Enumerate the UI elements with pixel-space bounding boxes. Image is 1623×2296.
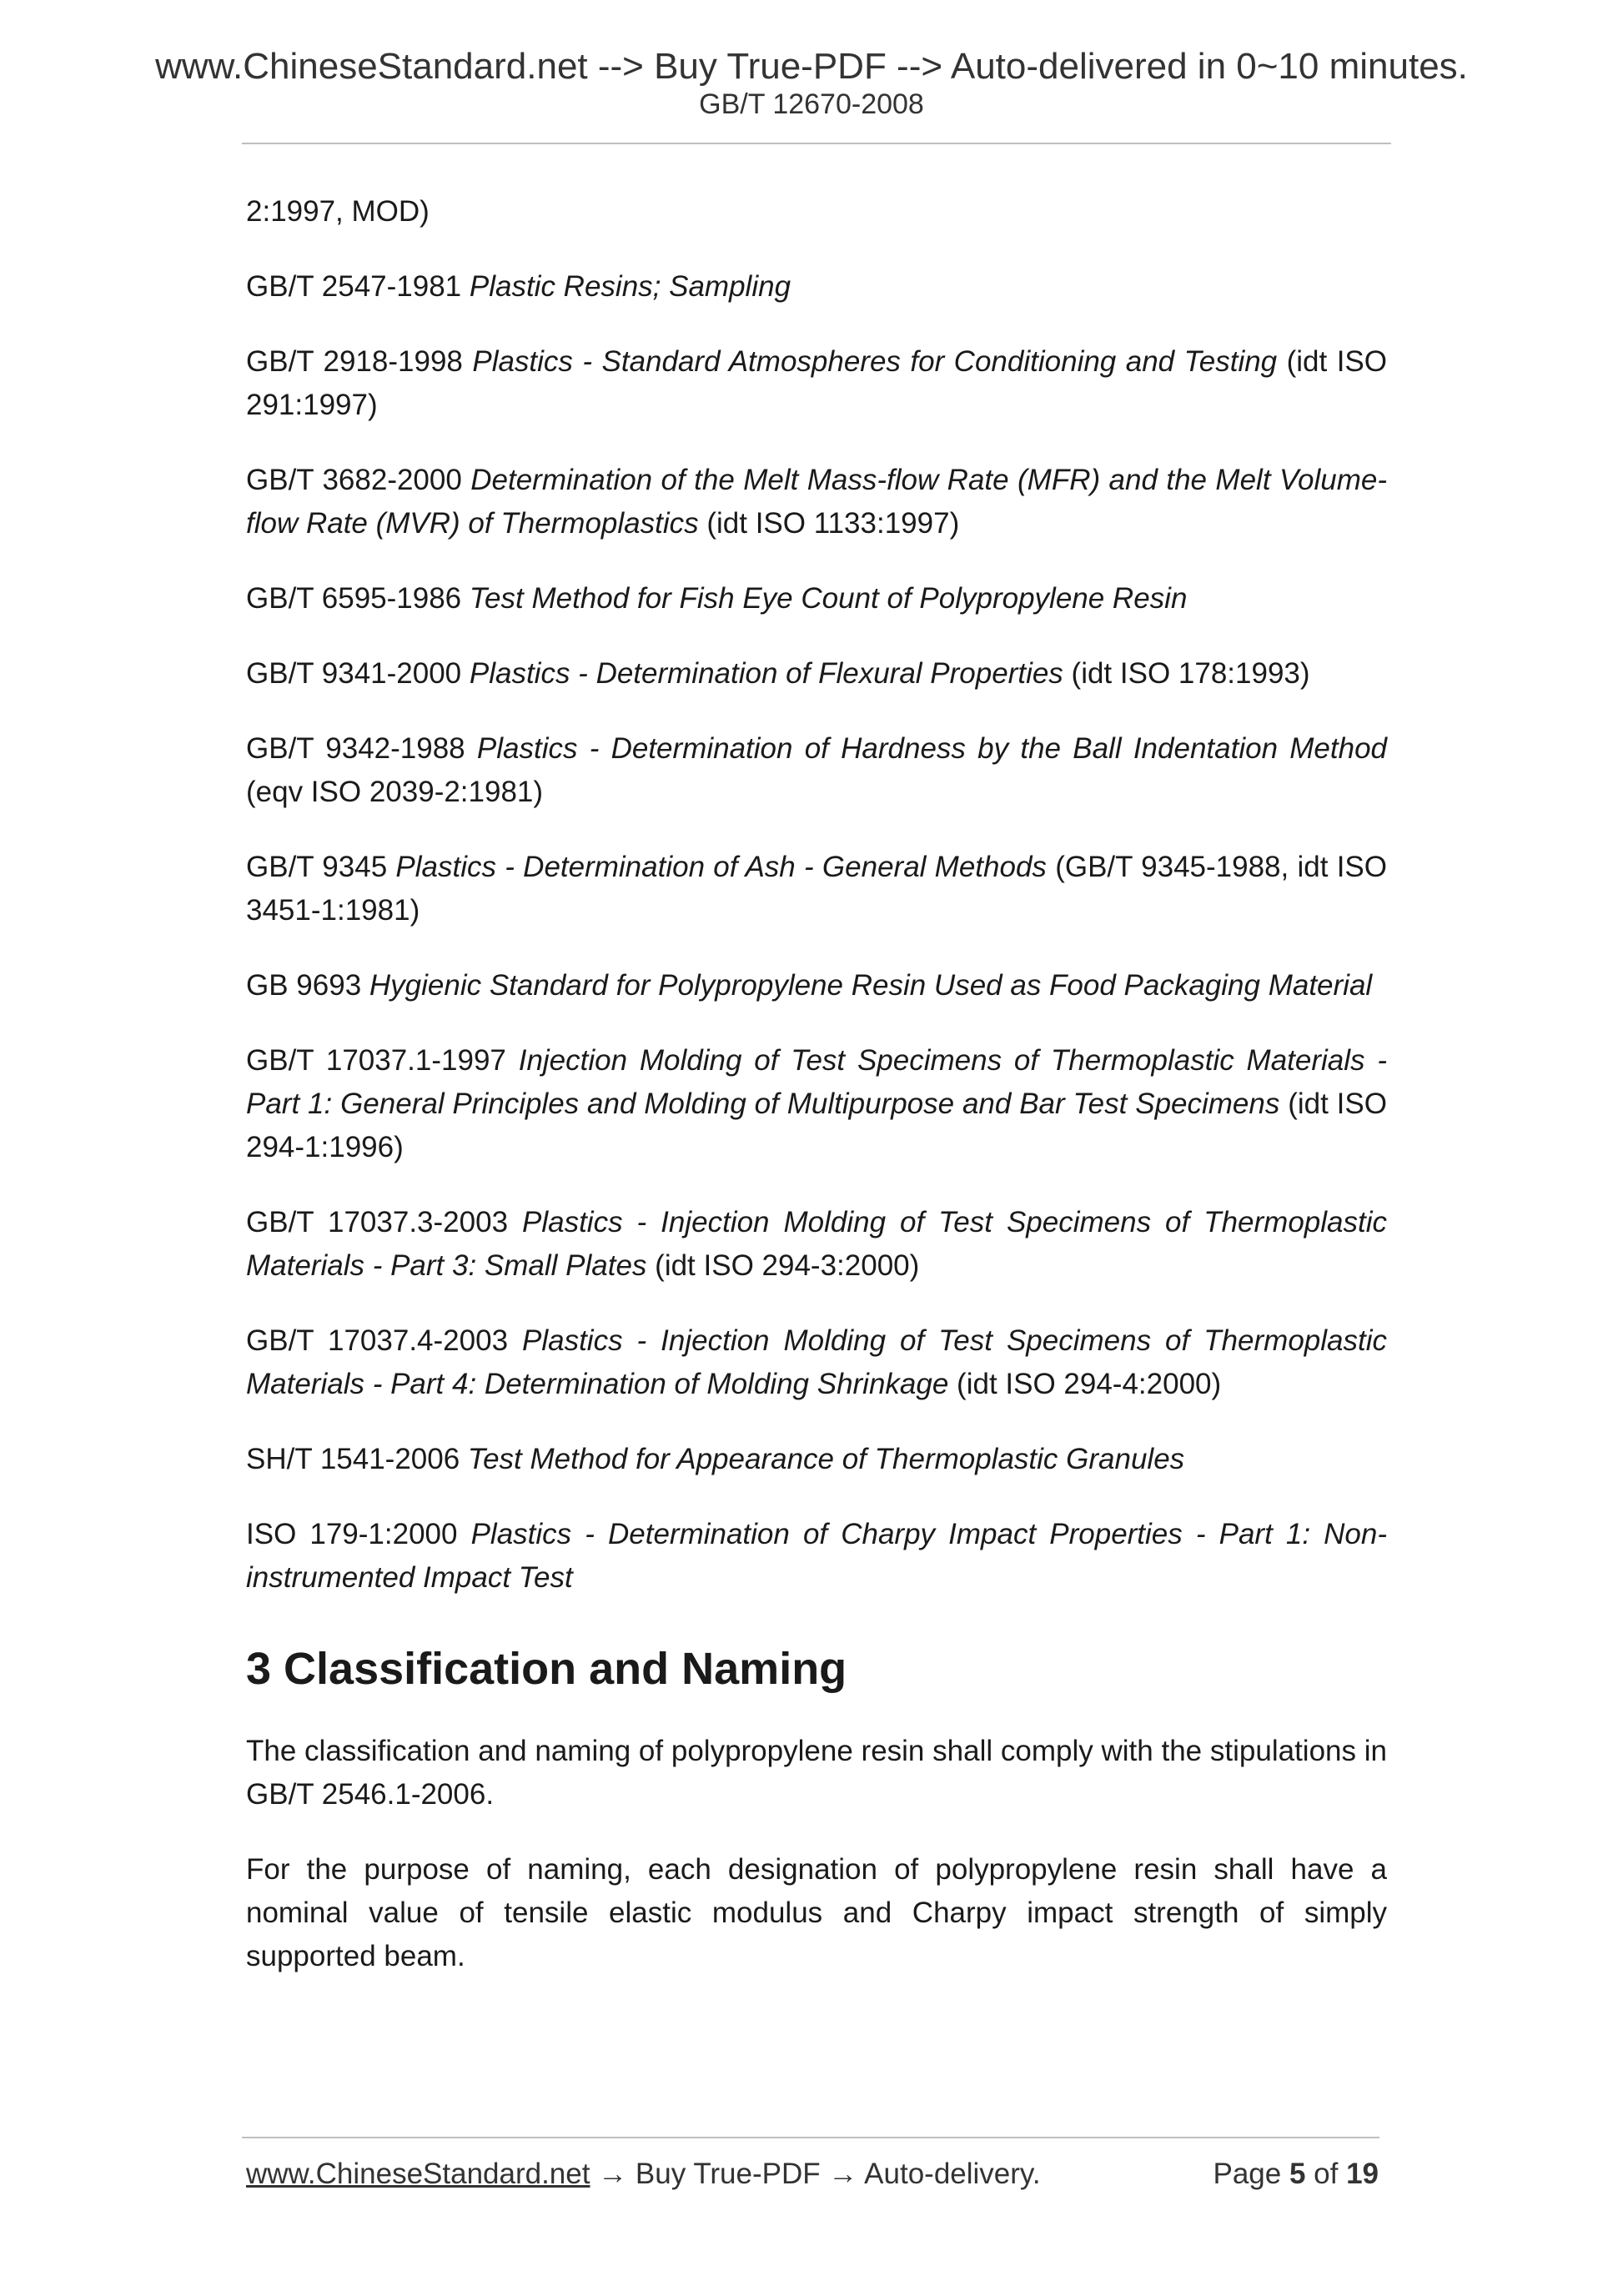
reference-note: (idt ISO 291:1997) xyxy=(246,345,1387,421)
reference-title: Hygienic Standard for Polypropylene Resin Used as Food Packaging Material xyxy=(369,969,1373,1002)
page-label: Page xyxy=(1213,2158,1289,2190)
reference-note: (idt ISO 1133:1997) xyxy=(698,507,960,540)
reference-title: Plastics - Standard Atmospheres for Conditioning and Testing xyxy=(472,345,1278,378)
reference-code: GB 9693 xyxy=(246,969,369,1002)
reference-item xyxy=(246,846,1387,932)
document-body xyxy=(246,190,1387,2010)
reference-code: ISO 179-1:2000 xyxy=(246,1518,471,1550)
reference-item xyxy=(246,652,1387,696)
reference-item xyxy=(246,340,1387,427)
reference-title: Plastics - Injection Molding of Test Specimens of Thermoplastic Materials - Part 3: Small Plates xyxy=(246,1206,1387,1282)
reference-title: Plastics - Determination of Charpy Impact Properties - Part 1: Non-instrumented Impact Test xyxy=(246,1518,1388,1594)
reference-code: GB/T 9342-1988 xyxy=(246,732,477,765)
reference-code: GB/T 3682-2000 xyxy=(246,464,471,496)
footer-divider xyxy=(242,2137,1379,2138)
reference-item xyxy=(246,190,1387,234)
reference-note: (idt ISO 294-4:2000) xyxy=(948,1368,1222,1400)
reference-item xyxy=(246,727,1387,814)
reference-code: GB/T 17037.1-1997 xyxy=(246,1044,519,1077)
header-divider xyxy=(242,143,1391,144)
reference-note: (idt ISO 178:1993) xyxy=(1063,657,1310,690)
reference-code: GB/T 17037.4-2003 xyxy=(246,1324,522,1357)
reference-item xyxy=(246,459,1387,545)
reference-code: GB/T 17037.3-2003 xyxy=(246,1206,522,1238)
reference-title: Test Method for Appearance of Thermoplastic Granules xyxy=(467,1443,1185,1475)
reference-code: GB/T 2547-1981 xyxy=(246,270,470,303)
reference-code: 2:1997, MOD) xyxy=(246,195,430,228)
reference-title: Plastics - Determination of Ash - General Methods xyxy=(395,851,1047,883)
section-heading: 3 Classification and Naming xyxy=(246,1644,847,1694)
reference-code: GB/T 2918-1998 xyxy=(246,345,473,378)
footer-site-link[interactable]: www.ChineseStandard.net xyxy=(246,2158,590,2190)
header-banner: www.ChineseStandard.net --> Buy True-PDF --> Auto-delivered in 0~10 minutes. xyxy=(155,46,1468,87)
reference-note: (idt ISO 294-1:1996) xyxy=(246,1088,1387,1163)
reference-title: Plastics - Determination of Hardness by the Ball Indentation Method xyxy=(476,732,1388,765)
reference-title: Plastics - Injection Molding of Test Specimens of Thermoplastic Materials - Part 4: Determination of Molding Shrinkage xyxy=(246,1324,1387,1400)
reference-item xyxy=(246,1319,1387,1406)
reference-item xyxy=(246,964,1387,1007)
page-indicator xyxy=(1213,2153,1379,2195)
footer-promo xyxy=(246,2153,1041,2195)
reference-list xyxy=(246,190,1387,1600)
reference-code: GB/T 9341-2000 xyxy=(246,657,470,690)
reference-code: SH/T 1541-2006 xyxy=(246,1443,468,1475)
reference-code: GB/T 6595-1986 xyxy=(246,582,470,615)
reference-item xyxy=(246,577,1387,620)
reference-item xyxy=(246,1513,1387,1600)
reference-title: Test Method for Fish Eye Count of Polypropylene Resin xyxy=(469,582,1188,615)
footer-tagline: → Buy True-PDF → Auto-delivery. xyxy=(590,2158,1041,2190)
reference-item xyxy=(246,1201,1387,1288)
reference-note: (GB/T 9345-1988, idt ISO 3451-1:1981) xyxy=(246,851,1388,927)
page-number: 5 xyxy=(1289,2158,1306,2190)
page-footer xyxy=(246,2153,1379,2195)
page-total: 19 xyxy=(1346,2158,1379,2190)
reference-title: Determination of the Melt Mass-flow Rate (MFR) and the Melt Volume-flow Rate (MVR) of Thermoplastics xyxy=(246,464,1387,540)
standard-code: GB/T 12670-2008 xyxy=(699,88,924,120)
reference-title: Plastics - Determination of Flexural Properties xyxy=(469,657,1063,690)
reference-title: Injection Molding of Test Specimens of Thermoplastic Materials - Part 1: General Principles and Molding of Multipurpose and Bar Test Specimens xyxy=(246,1044,1387,1120)
reference-item xyxy=(246,265,1387,309)
reference-note: (idt ISO 294-3:2000) xyxy=(646,1249,920,1282)
reference-title: Plastic Resins; Sampling xyxy=(469,270,791,303)
page-of-label: of xyxy=(1305,2158,1347,2190)
reference-item xyxy=(246,1039,1387,1169)
section-paragraph: The classification and naming of polypropylene resin shall comply with the stipulations in GB/T 2546.1-2006. xyxy=(246,1735,1387,1811)
section-paragraph: For the purpose of naming, each designation of polypropylene resin shall have a nominal value of tensile elastic modulus and Charpy impact strength of simply supported beam. xyxy=(246,1853,1387,1972)
reference-code: GB/T 9345 xyxy=(246,851,396,883)
reference-item xyxy=(246,1438,1387,1481)
reference-note: (eqv ISO 2039-2:1981) xyxy=(246,776,544,808)
